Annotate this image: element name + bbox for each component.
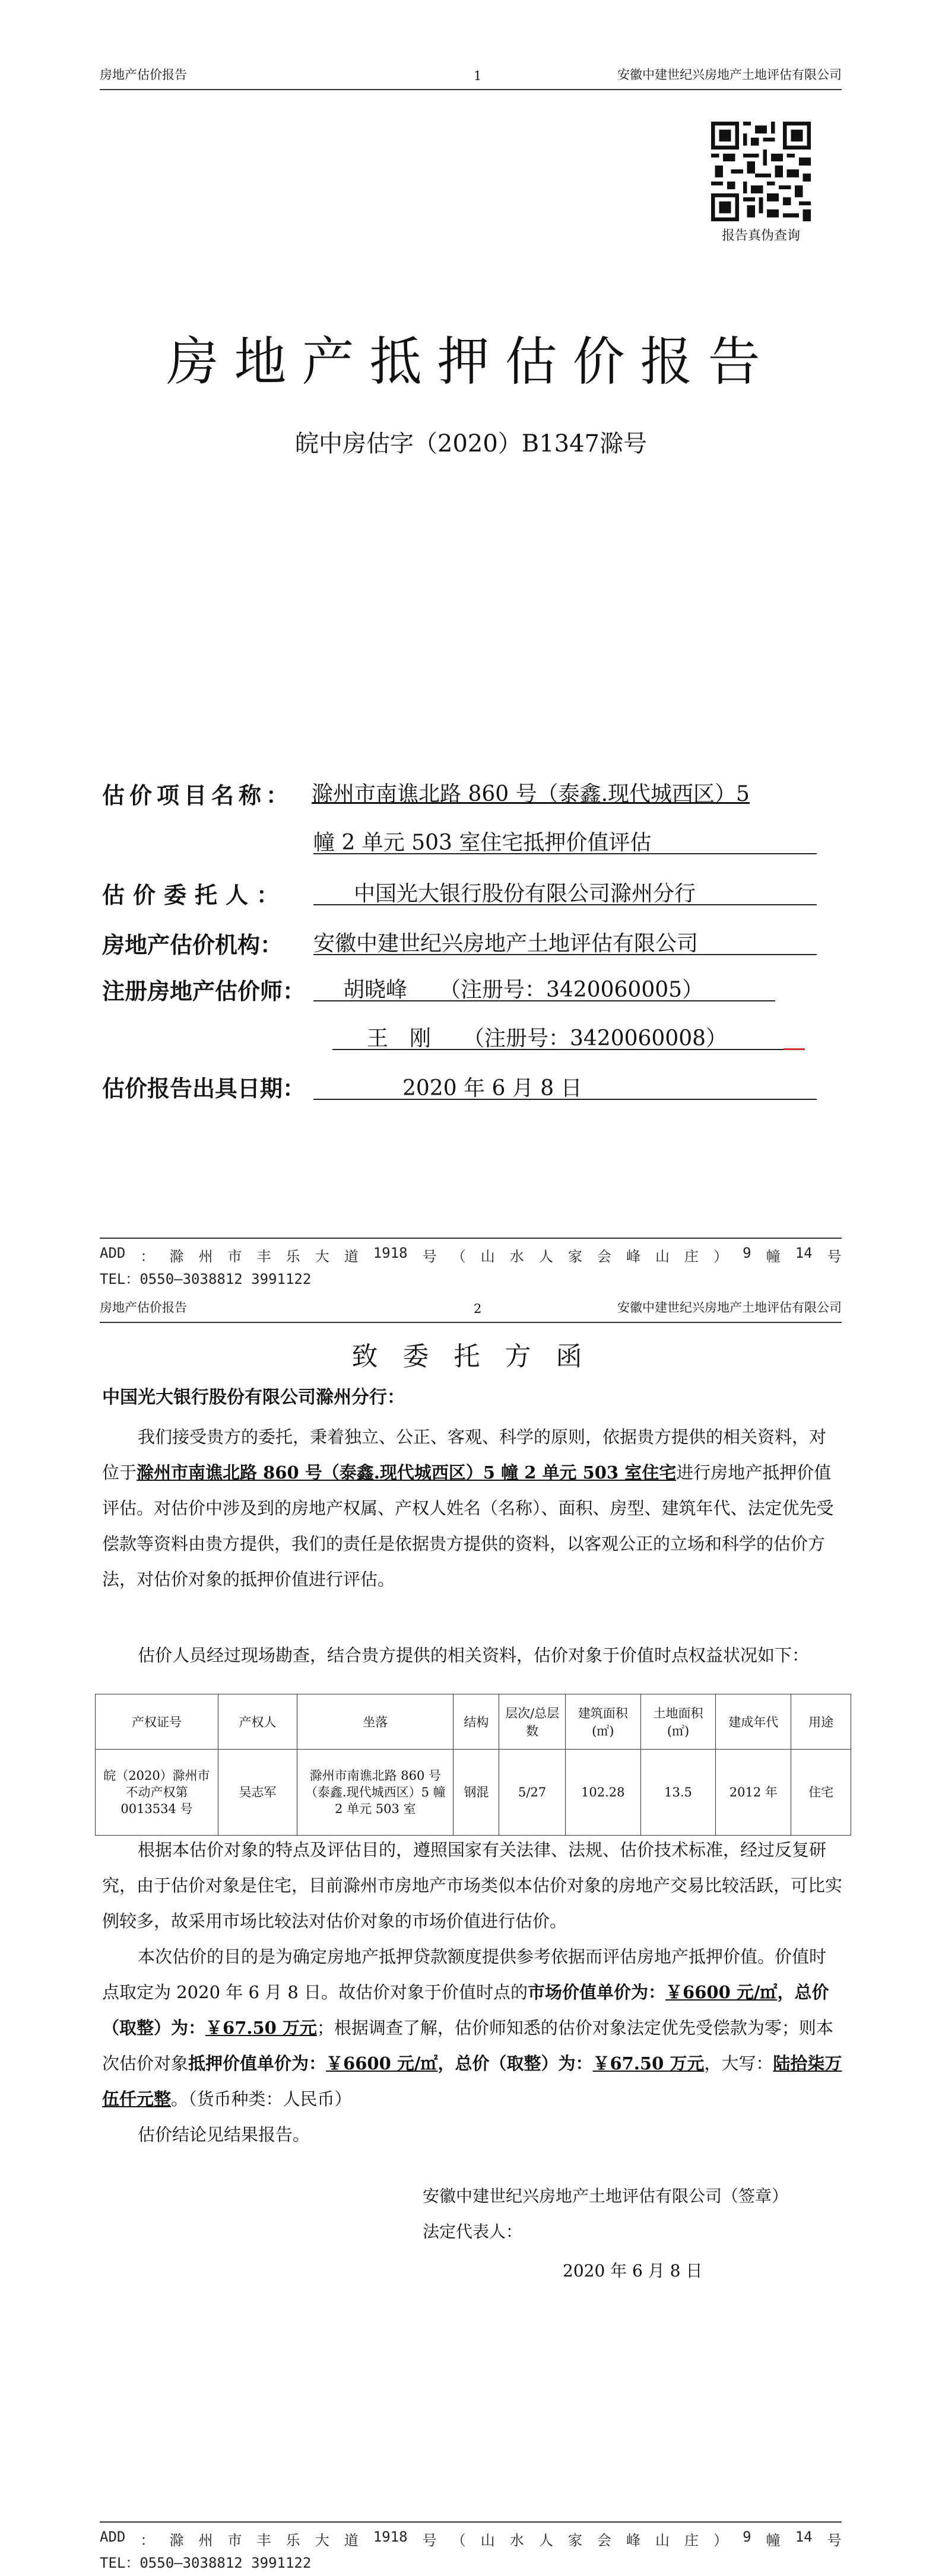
report-date: 2020 年 6 月 8 日 [402, 1076, 582, 1101]
footer-tel-1: TEL：0550—3038812 3991122 [100, 1271, 312, 1287]
project-underline [313, 853, 817, 854]
table-cell: 吴志军 [218, 1750, 297, 1836]
client-name: 中国光大银行股份有限公司滁州分行 [354, 882, 696, 906]
signature-company: 安徽中建世纪兴房地产土地评估有限公司（签章） [423, 2186, 789, 2206]
property-address-emphasis: 滁州市南谯北路 860 号（泰鑫.现代城西区）5 幢 2 单元 503 室住宅 [137, 1462, 677, 1483]
table-header-cell: 土地面积(㎡) [640, 1694, 716, 1750]
property-table [95, 1694, 851, 1836]
report-number: 皖中房估字（2020）B1347滁号 [295, 430, 647, 457]
market-unit-price: ￥6600 元/㎡ [665, 1982, 778, 2002]
table-header-cell: 建筑面积(㎡) [565, 1694, 640, 1750]
page-header-1 [100, 53, 842, 90]
report-title: 房地产抵押估价报告 [166, 331, 776, 392]
client-underline [313, 904, 817, 905]
mortgage-unit-price: ￥6600 元/㎡ [326, 2053, 438, 2073]
header-left-text: 房地产估价报告 [100, 1300, 187, 1315]
table-header-cell: 产权人 [218, 1694, 297, 1750]
header-right-text: 安徽中建世纪兴房地产土地评估有限公司 [617, 1300, 842, 1315]
footer-rule-1 [100, 1238, 842, 1239]
letter-title: 致 委 托 方 函 [351, 1341, 591, 1372]
date-underline [313, 1099, 817, 1100]
footer-address-1: ADD ： 滁 州 市 丰 乐 大 道 1918 号 （ 山 水 人 家 会 峰 山 庄 ） 9 幢 14 号 [100, 1245, 842, 1265]
agency-label: 房地产估价机构： [102, 932, 283, 958]
table-header-cell: 层次/总层数 [499, 1694, 566, 1750]
header-left-text: 房地产估价报告 [100, 68, 187, 82]
header-page-number: 1 [474, 69, 482, 83]
table-header-cell: 坐落 [297, 1694, 453, 1750]
appraiser-2: 王 刚 （注册号：3420060008） [367, 1026, 728, 1051]
letter-paragraph-1: 我们接受贵方的委托，秉着独立、公正、客观、科学的原则，依据贵方提供的相关资料，对位于滁州市南谯北路 860 号（泰鑫.现代城西区）5 幢 2 单元 503 室住宅进行房地产抵押价值评估。对估价中涉及到的房地产权属、产权人姓名（名称）、面积、房型、建筑年代、法定优先受偿款等资料由贵方提供，我们的责任是依据贵方提供的资料，以客观公正的立场和科学的估价方法，对估价对象的抵押价值进行评估。 [102, 1427, 834, 1589]
appraiser-label: 注册房地产估价师： [102, 978, 306, 1004]
table-cell: 102.28 [565, 1750, 640, 1836]
footer-tel-2: TEL：0550—3038812 3991122 [100, 2555, 312, 2571]
project-name-label: 估价项目名称： [102, 783, 294, 809]
letter-paragraph-4: 本次估价的目的是为确定房地产抵押贷款额度提供参考依据而评估房地产抵押价值。价值时点取定为 2020 年 6 月 8 日。故估价对象于价值时点的市场价值单价为：￥6600 元/㎡，总价（取整）为：￥67.50 万元；根据调查了解，估价师知悉的估价对象法定优先受偿款为零；则本次估价对象抵押价值单价为：￥6600 元/㎡，总价（取整）为：￥67.50 万元，大写：陆拾柒万伍仟元整。（货币种类：人民币） [102, 1947, 842, 2109]
table-cell: 住宅 [791, 1750, 851, 1836]
table-cell: 滁州市南谯北路 860 号（泰鑫.现代城西区）5 幢 2 单元 503 室 [297, 1750, 453, 1836]
appraiser-1-underline [313, 1000, 775, 1001]
appraiser-2-red-mark [784, 1048, 805, 1050]
mortgage-total-price: ￥67.50 万元 [592, 2053, 705, 2073]
appraiser-1: 胡晓峰 （注册号：3420060005） [343, 978, 704, 1002]
table-cell: 钢混 [453, 1750, 499, 1836]
table-cell: 2012 年 [716, 1750, 791, 1836]
project-name-line2: 幢 2 单元 503 室住宅抵押价值评估 [313, 831, 652, 855]
amount-in-words: 陆拾柒万伍仟元整 [102, 2053, 842, 2109]
page-header-2 [100, 1286, 842, 1323]
letter-paragraph-5: 估价结论见结果报告。 [138, 2125, 310, 2145]
letter-salutation: 中国光大银行股份有限公司滁州分行： [102, 1387, 405, 1408]
table-cell: 皖（2020）滁州市不动产权第 0013534 号 [96, 1750, 218, 1836]
legal-representative: 法定代表人： [423, 2222, 523, 2241]
letter-paragraph-3: 根据本估价对象的特点及评估目的，遵照国家有关法律、法规、估价技术标准，经过反复研究，由于估价对象是住宅，目前滁州市房地产市场类似本估价对象的房地产交易比较活跃，可比实例较多，故采用市场比较法对估价对象的市场价值进行估价。 [102, 1840, 843, 1931]
signature-date: 2020 年 6 月 8 日 [563, 2261, 703, 2281]
table-header-cell: 产权证号 [96, 1694, 218, 1750]
project-name-line1: 滁州市南谯北路 860 号（泰鑫.现代城西区）5 [312, 782, 750, 806]
header-page-number: 2 [474, 1302, 482, 1316]
table-header-cell: 用途 [791, 1694, 851, 1750]
table-row [96, 1750, 851, 1836]
appraiser-2-underline [332, 1049, 784, 1050]
qr-caption: 报告真伪查询 [721, 228, 800, 243]
table-header-cell: 结构 [453, 1694, 499, 1750]
header-right-text: 安徽中建世纪兴房地产土地评估有限公司 [617, 68, 842, 82]
client-label: 估价委托人： [102, 882, 288, 908]
footer-rule-2 [100, 2521, 842, 2523]
table-cell: 5/27 [499, 1750, 566, 1836]
letter-paragraph-2: 估价人员经过现场勘查，结合贵方提供的相关资料，估价对象于价值时点权益状况如下： [138, 1645, 810, 1665]
table-header-cell: 建成年代 [716, 1694, 791, 1750]
footer-address-2: ADD ： 滁 州 市 丰 乐 大 道 1918 号 （ 山 水 人 家 会 峰 山 庄 ） 9 幢 14 号 [100, 2529, 842, 2549]
qr-code-icon[interactable] [711, 122, 811, 221]
agency-name: 安徽中建世纪兴房地产土地评估有限公司 [313, 931, 699, 956]
market-total-price: ￥67.50 万元 [205, 2018, 317, 2038]
report-date-label: 估价报告出具日期： [102, 1076, 306, 1102]
table-cell: 13.5 [640, 1750, 716, 1836]
table-header-row [96, 1694, 851, 1750]
agency-underline [313, 954, 817, 955]
